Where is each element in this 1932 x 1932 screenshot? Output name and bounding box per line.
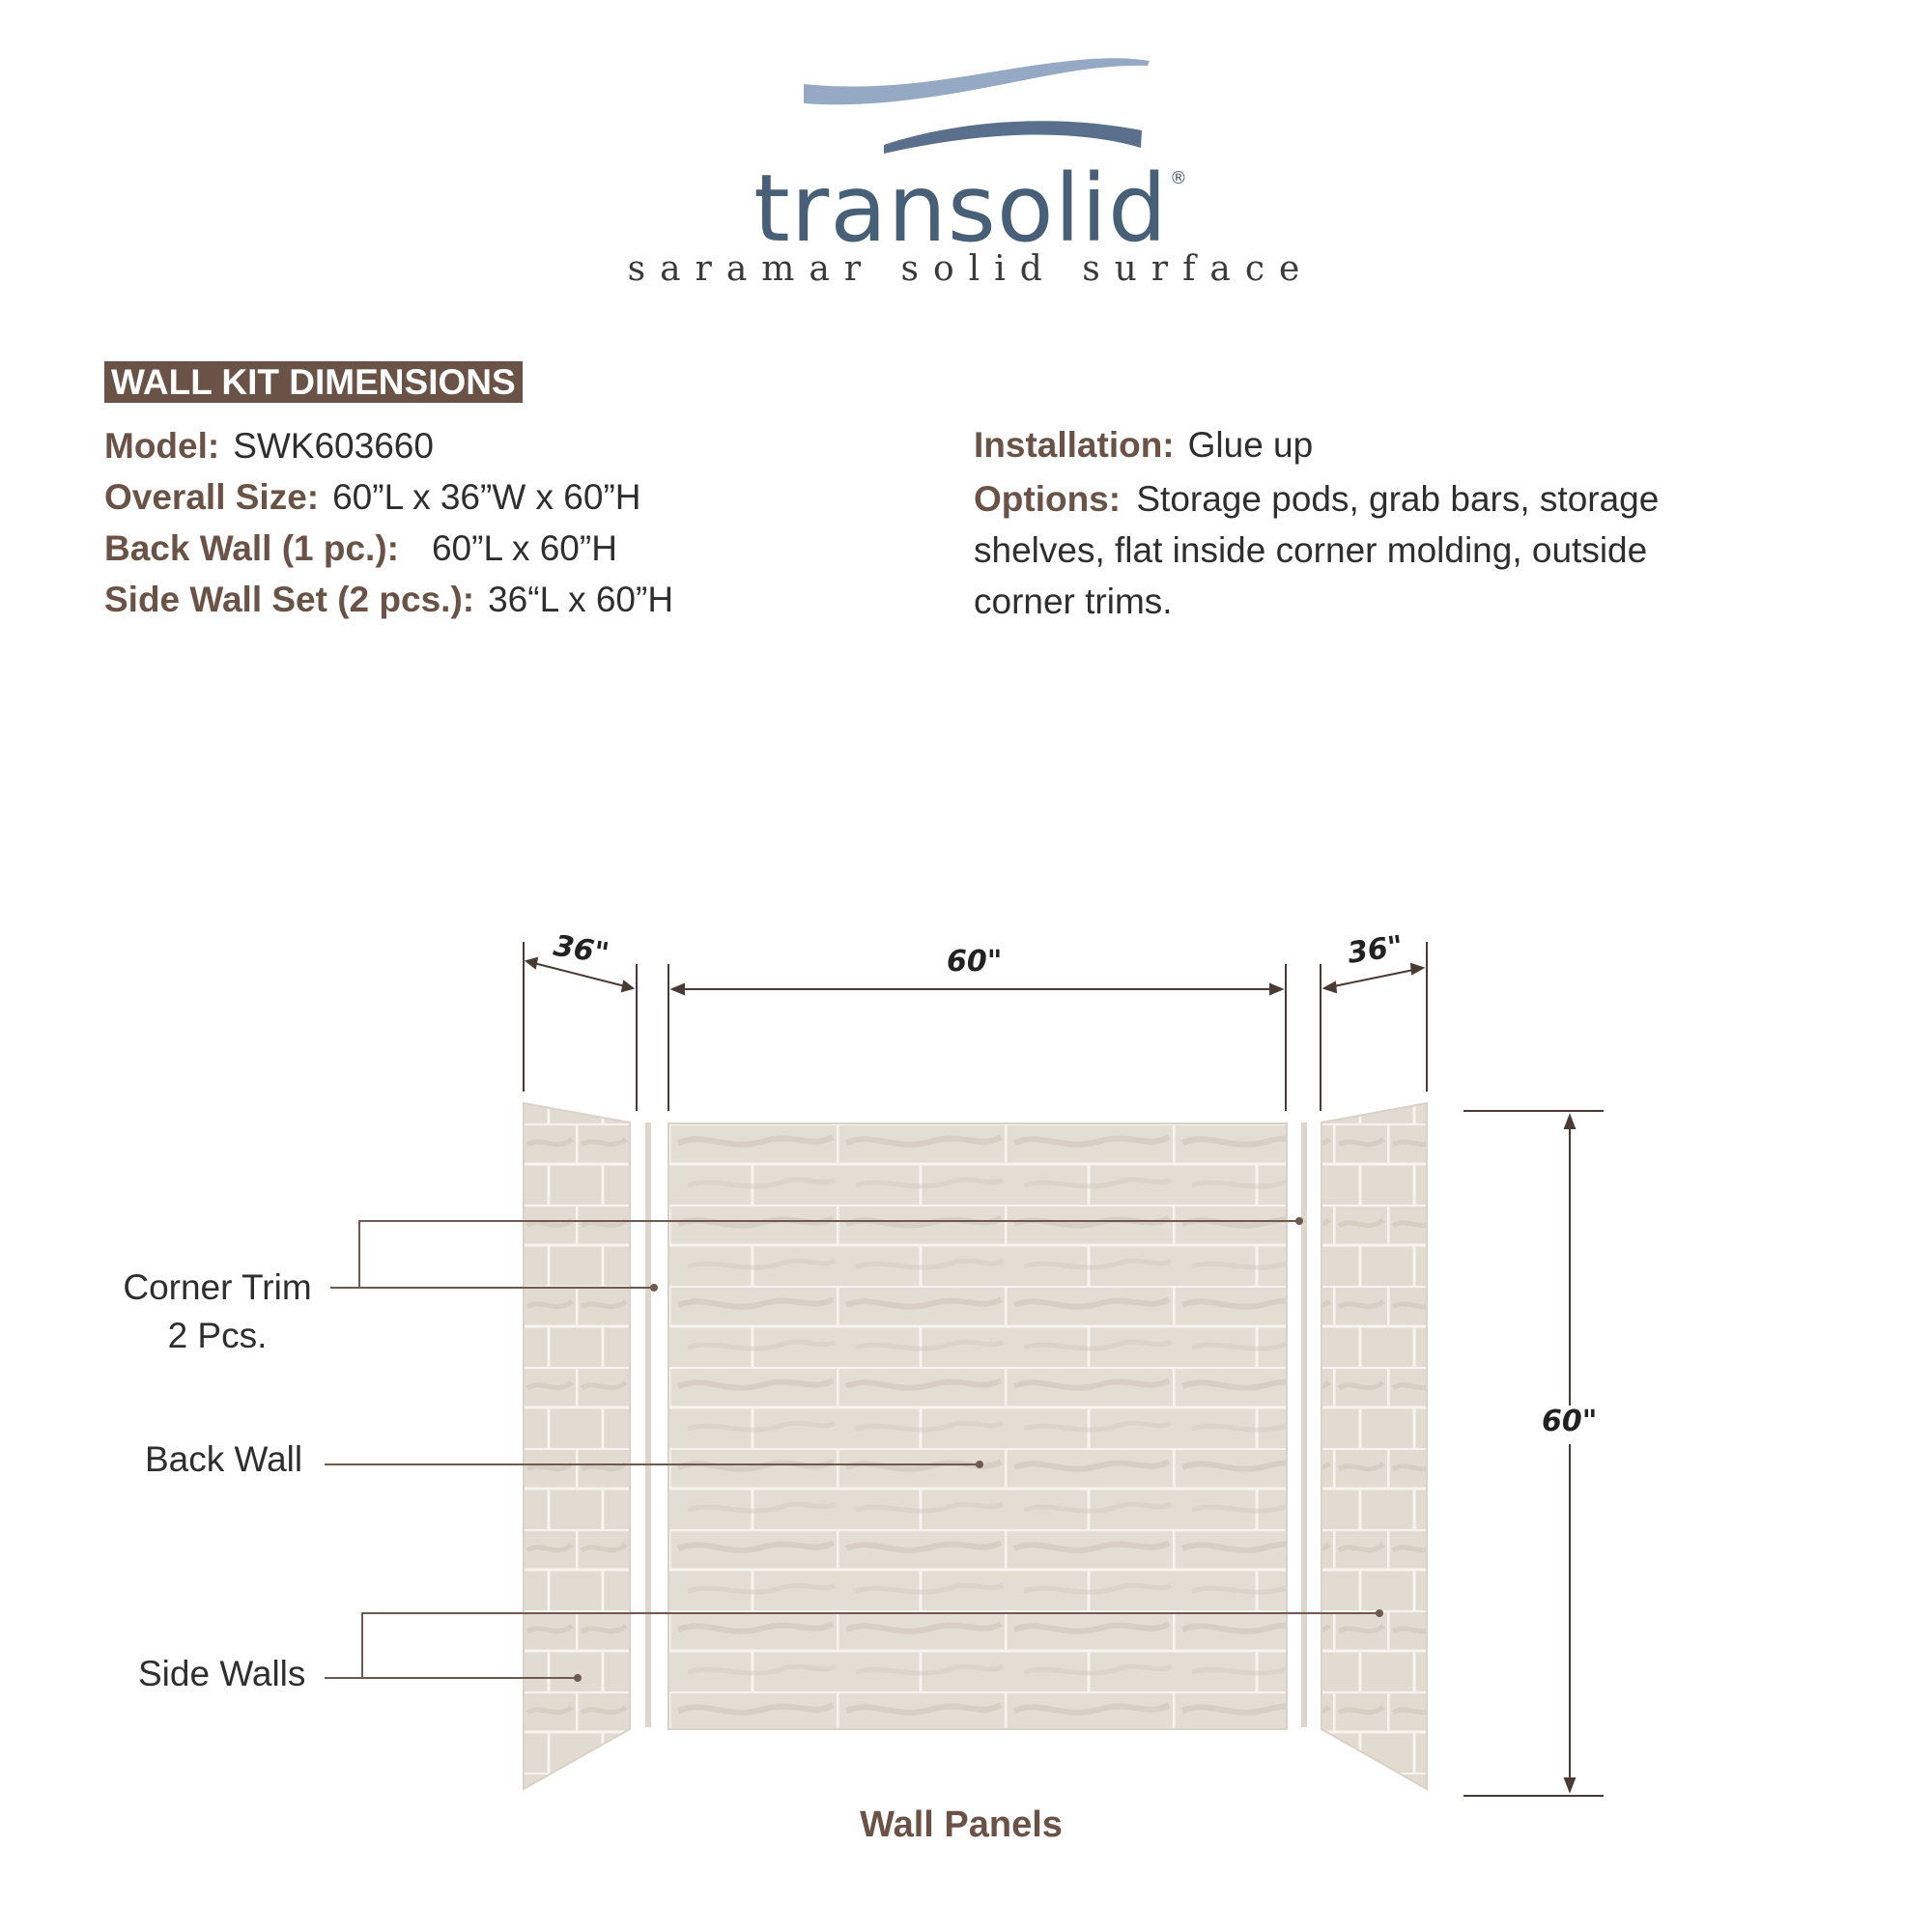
dot-side-wall-left [574,1674,582,1682]
spec-value: Storage pods, grab bars, storage shelves, flat inside corner molding, outside corner trims. [974,479,1660,621]
left-side-wall [524,1103,630,1789]
spec-value: Glue up [1187,425,1314,465]
callout-corner-trim [106,1264,328,1360]
right-corner-trim [1301,1122,1307,1727]
spec-label: Options: [974,479,1122,519]
right-side-wall [1321,1103,1427,1789]
dot-corner-trim-left [650,1284,658,1292]
spec-value: 60”L x 36”W x 60”H [332,477,641,517]
spec-label: Installation: [974,425,1175,465]
dot-side-wall-right [1376,1609,1383,1617]
left-corner-trim [645,1122,651,1727]
dot-back-wall [976,1461,983,1468]
spec-label: Side Wall Set (2 pcs.): [104,580,475,619]
diagram-caption: Wall Panels [860,1804,1063,1845]
callout-corner-trim-line1: Corner Trim [123,1267,312,1307]
dim-back-width: 60" [947,945,1003,979]
dim-left-width: 36" [551,928,611,972]
back-wall-panel [668,1123,1287,1729]
callout-side-walls: Side Walls [138,1654,306,1693]
spec-value: 36“L x 60”H [488,580,674,619]
callout-back-wall: Back Wall [145,1439,303,1479]
dot-corner-trim-right [1295,1217,1303,1225]
callout-corner-trim-line2: 2 Pcs. [167,1316,268,1355]
spec-label: Model: [104,426,220,466]
spec-value: 60”L x 60”H [431,528,617,568]
brand-name: transolid ® [753,155,1188,263]
dim-right-width: 36" [1345,929,1406,971]
spec-label: Back Wall (1 pc.): [104,528,399,568]
brand-tagline: saramar solid surface [627,249,1315,289]
section-title: WALL KIT DIMENSIONS [104,361,523,403]
spec-label: Overall Size: [104,477,320,517]
registered-mark: ® [1169,168,1188,188]
spec-value: SWK603660 [233,426,434,466]
dim-height: 60" [1542,1405,1598,1438]
